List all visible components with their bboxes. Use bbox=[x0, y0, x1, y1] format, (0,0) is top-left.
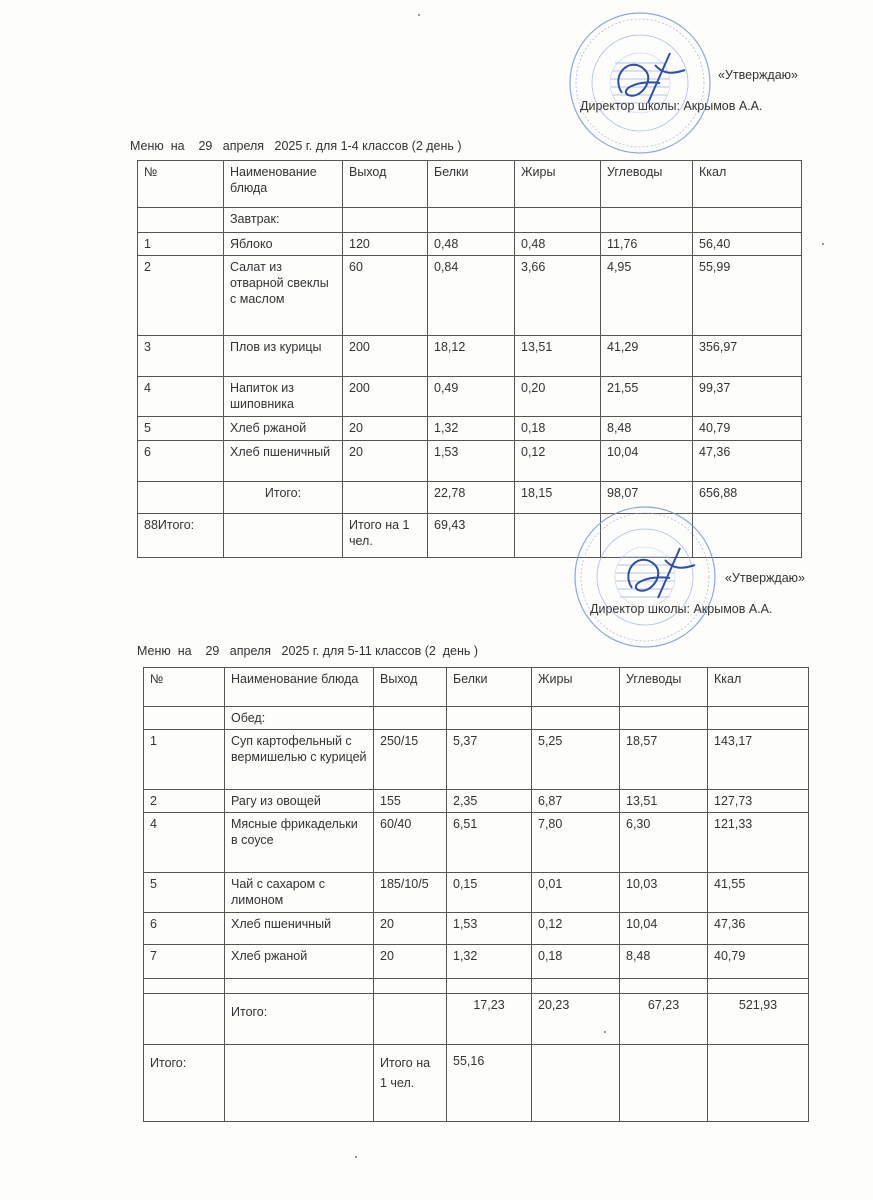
footer-row bbox=[144, 1045, 809, 1122]
total-label: Итого: bbox=[225, 994, 374, 1045]
header-cell: Белки bbox=[447, 668, 532, 707]
table-cell bbox=[224, 514, 343, 558]
table-cell: 0,49 bbox=[428, 377, 515, 417]
table-cell: 127,73 bbox=[708, 790, 809, 813]
table-cell: 121,33 bbox=[708, 813, 809, 873]
table-cell bbox=[601, 208, 693, 233]
header-cell: Наименование блюда bbox=[225, 668, 374, 707]
table-cell: Хлеб пшеничный bbox=[225, 913, 374, 945]
approval-block-bottom bbox=[590, 563, 805, 625]
table-cell: 3 bbox=[138, 336, 224, 377]
table-cell: 20 bbox=[343, 441, 428, 482]
header-cell: Жиры bbox=[515, 161, 601, 208]
table-cell: 55,16 bbox=[447, 1045, 532, 1122]
table-cell: 0,15 bbox=[447, 873, 532, 913]
table-cell bbox=[532, 979, 620, 994]
table-cell bbox=[428, 208, 515, 233]
table-cell: 13,51 bbox=[515, 336, 601, 377]
table-cell: 250/15 bbox=[374, 730, 447, 790]
table-cell: 2 bbox=[144, 790, 225, 813]
header-cell: Белки bbox=[428, 161, 515, 208]
table-cell: 6 bbox=[138, 441, 224, 482]
meal-label: Завтрак: bbox=[224, 208, 343, 233]
table-cell bbox=[532, 707, 620, 730]
header-cell: № bbox=[138, 161, 224, 208]
table-cell: 20 bbox=[374, 945, 447, 979]
table-cell: 7,80 bbox=[532, 813, 620, 873]
table-cell bbox=[693, 208, 802, 233]
table-cell: Салат из отварной свеклы с маслом bbox=[224, 256, 343, 336]
table-cell: 10,03 bbox=[620, 873, 708, 913]
table-row bbox=[138, 377, 802, 417]
table-row bbox=[138, 441, 802, 482]
table-cell: 40,79 bbox=[693, 417, 802, 441]
table-cell bbox=[620, 707, 708, 730]
table-cell bbox=[225, 1045, 374, 1122]
table-cell: 3,66 bbox=[515, 256, 601, 336]
table-cell: 5 bbox=[144, 873, 225, 913]
table-cell: 8,48 bbox=[620, 945, 708, 979]
table-cell bbox=[374, 707, 447, 730]
header-cell: Ккал bbox=[708, 668, 809, 707]
table-cell: Яблоко bbox=[224, 233, 343, 256]
approval-title: «Утверждаю» bbox=[725, 571, 805, 585]
header-cell: Жиры bbox=[532, 668, 620, 707]
table-cell: Хлеб ржаной bbox=[224, 417, 343, 441]
meal-row bbox=[144, 707, 809, 730]
table-cell bbox=[138, 482, 224, 514]
table-row bbox=[138, 256, 802, 336]
scan-speck bbox=[418, 14, 420, 16]
table-cell: 21,55 bbox=[601, 377, 693, 417]
table-cell bbox=[374, 979, 447, 994]
table-cell: 1,53 bbox=[447, 913, 532, 945]
table-cell: 155 bbox=[374, 790, 447, 813]
table-cell: Хлеб ржаной bbox=[225, 945, 374, 979]
table-header-row bbox=[138, 161, 802, 208]
table-cell bbox=[144, 979, 225, 994]
table-cell: 41,29 bbox=[601, 336, 693, 377]
table-cell: 56,40 bbox=[693, 233, 802, 256]
meal-label: Обед: bbox=[225, 707, 374, 730]
table-cell: 20,23 bbox=[532, 994, 620, 1045]
table-cell: 2,35 bbox=[447, 790, 532, 813]
table-cell: 10,04 bbox=[620, 913, 708, 945]
table-cell: 5 bbox=[138, 417, 224, 441]
table-cell: 1 bbox=[138, 233, 224, 256]
table-cell bbox=[144, 707, 225, 730]
table-cell: 10,04 bbox=[601, 441, 693, 482]
header-cell: № bbox=[144, 668, 225, 707]
table-cell: 200 bbox=[343, 377, 428, 417]
table-cell: 6,51 bbox=[447, 813, 532, 873]
per-person-label: Итого на 1 чел. bbox=[343, 514, 428, 558]
table-cell: 60 bbox=[343, 256, 428, 336]
table-cell: 6,87 bbox=[532, 790, 620, 813]
table-cell: 7 bbox=[144, 945, 225, 979]
table-cell bbox=[374, 994, 447, 1045]
table-cell: 99,37 bbox=[693, 377, 802, 417]
table-cell: Напиток из шиповника bbox=[224, 377, 343, 417]
table-cell: 60/40 bbox=[374, 813, 447, 873]
table-row bbox=[144, 813, 809, 873]
table-cell: 88Итого: bbox=[138, 514, 224, 558]
table-cell: 1,32 bbox=[428, 417, 515, 441]
table-cell: 356,97 bbox=[693, 336, 802, 377]
menu1-caption: Меню на 29 апреля 2025 г. для 1-4 классов (2 день ) bbox=[130, 139, 462, 153]
meal-row bbox=[138, 208, 802, 233]
table-cell: 0,12 bbox=[532, 913, 620, 945]
approval-director: Директор школы: Акрымов А.А. bbox=[590, 602, 773, 616]
table-row bbox=[144, 790, 809, 813]
header-cell: Выход bbox=[343, 161, 428, 208]
table-cell: 5,37 bbox=[447, 730, 532, 790]
table-cell: 18,12 bbox=[428, 336, 515, 377]
table-cell: Плов из курицы bbox=[224, 336, 343, 377]
table-cell: 20 bbox=[343, 417, 428, 441]
table-header-row bbox=[144, 668, 809, 707]
table-cell: 40,79 bbox=[708, 945, 809, 979]
table-cell: 200 bbox=[343, 336, 428, 377]
table-cell: 41,55 bbox=[708, 873, 809, 913]
table-cell: Суп картофельный с вермишелью с курицей bbox=[225, 730, 374, 790]
header-cell: Наименование блюда bbox=[224, 161, 343, 208]
table-cell: 98,07 bbox=[601, 482, 693, 514]
table-cell: 0,01 bbox=[532, 873, 620, 913]
table-cell bbox=[343, 208, 428, 233]
table-cell: 143,17 bbox=[708, 730, 809, 790]
table-cell: Мясные фрикадельки в соусе bbox=[225, 813, 374, 873]
table-cell: 22,78 bbox=[428, 482, 515, 514]
table-cell bbox=[343, 482, 428, 514]
table-cell: 120 bbox=[343, 233, 428, 256]
per-person-label: Итого на 1 чел. bbox=[374, 1045, 447, 1122]
approval-director: Директор школы: Акрымов А.А. bbox=[580, 99, 763, 113]
table-cell: 20 bbox=[374, 913, 447, 945]
menu2-table bbox=[143, 667, 809, 1122]
table-cell: 185/10/5 bbox=[374, 873, 447, 913]
table-cell: 5,25 bbox=[532, 730, 620, 790]
table-cell bbox=[447, 707, 532, 730]
table-cell: 0,12 bbox=[515, 441, 601, 482]
table-cell: 47,36 bbox=[708, 913, 809, 945]
table-cell: 4,95 bbox=[601, 256, 693, 336]
table-cell: 47,36 bbox=[693, 441, 802, 482]
table-row bbox=[138, 336, 802, 377]
table-cell: 1,53 bbox=[428, 441, 515, 482]
table-cell: 656,88 bbox=[693, 482, 802, 514]
table-cell: Хлеб пшеничный bbox=[224, 441, 343, 482]
table-row bbox=[144, 730, 809, 790]
table-cell bbox=[138, 208, 224, 233]
total-label: Итого: bbox=[224, 482, 343, 514]
header-cell: Выход bbox=[374, 668, 447, 707]
table-row bbox=[144, 913, 809, 945]
header-cell: Ккал bbox=[693, 161, 802, 208]
scan-speck bbox=[604, 1031, 606, 1033]
table-cell: Рагу из овощей bbox=[225, 790, 374, 813]
menu1-table bbox=[137, 160, 802, 558]
table-cell: 2 bbox=[138, 256, 224, 336]
table-row bbox=[138, 417, 802, 441]
table-cell: 0,84 bbox=[428, 256, 515, 336]
table-cell bbox=[708, 1045, 809, 1122]
approval-block-top bbox=[580, 60, 798, 122]
header-cell: Углеводы bbox=[620, 668, 708, 707]
table-cell: 0,20 bbox=[515, 377, 601, 417]
table-cell: Чай с сахаром с лимоном bbox=[225, 873, 374, 913]
table-cell: 67,23 bbox=[620, 994, 708, 1045]
scan-speck bbox=[355, 1156, 357, 1158]
table-cell bbox=[708, 979, 809, 994]
table-row bbox=[138, 233, 802, 256]
table-cell: 4 bbox=[144, 813, 225, 873]
table-cell bbox=[620, 1045, 708, 1122]
table-cell bbox=[620, 979, 708, 994]
table-cell: 1 bbox=[144, 730, 225, 790]
table-cell: 55,99 bbox=[693, 256, 802, 336]
approval-title: «Утверждаю» bbox=[718, 68, 798, 82]
total-row bbox=[144, 994, 809, 1045]
table-cell bbox=[532, 1045, 620, 1122]
table-cell: 6,30 bbox=[620, 813, 708, 873]
empty-row bbox=[144, 979, 809, 994]
table-cell: Итого: bbox=[144, 1045, 225, 1122]
table-cell: 13,51 bbox=[620, 790, 708, 813]
table-row bbox=[144, 873, 809, 913]
table-cell: 8,48 bbox=[601, 417, 693, 441]
table-cell: 0,48 bbox=[515, 233, 601, 256]
table-cell: 11,76 bbox=[601, 233, 693, 256]
table-row bbox=[144, 945, 809, 979]
scan-speck bbox=[822, 243, 824, 245]
header-cell: Углеводы bbox=[601, 161, 693, 208]
table-cell: 18,15 bbox=[515, 482, 601, 514]
table-cell: 521,93 bbox=[708, 994, 809, 1045]
table-cell bbox=[225, 979, 374, 994]
table-cell: 17,23 bbox=[447, 994, 532, 1045]
table-cell: 0,18 bbox=[515, 417, 601, 441]
menu2-caption: Меню на 29 апреля 2025 г. для 5-11 классов (2 день ) bbox=[137, 644, 479, 658]
table-cell: 1,32 bbox=[447, 945, 532, 979]
table-cell bbox=[447, 979, 532, 994]
table-cell: 0,48 bbox=[428, 233, 515, 256]
table-cell bbox=[708, 707, 809, 730]
table-cell: 0,18 bbox=[532, 945, 620, 979]
table-cell bbox=[144, 994, 225, 1045]
table-cell bbox=[515, 208, 601, 233]
table-cell: 4 bbox=[138, 377, 224, 417]
table-cell: 69,43 bbox=[428, 514, 515, 558]
table-cell: 6 bbox=[144, 913, 225, 945]
table-cell: 18,57 bbox=[620, 730, 708, 790]
